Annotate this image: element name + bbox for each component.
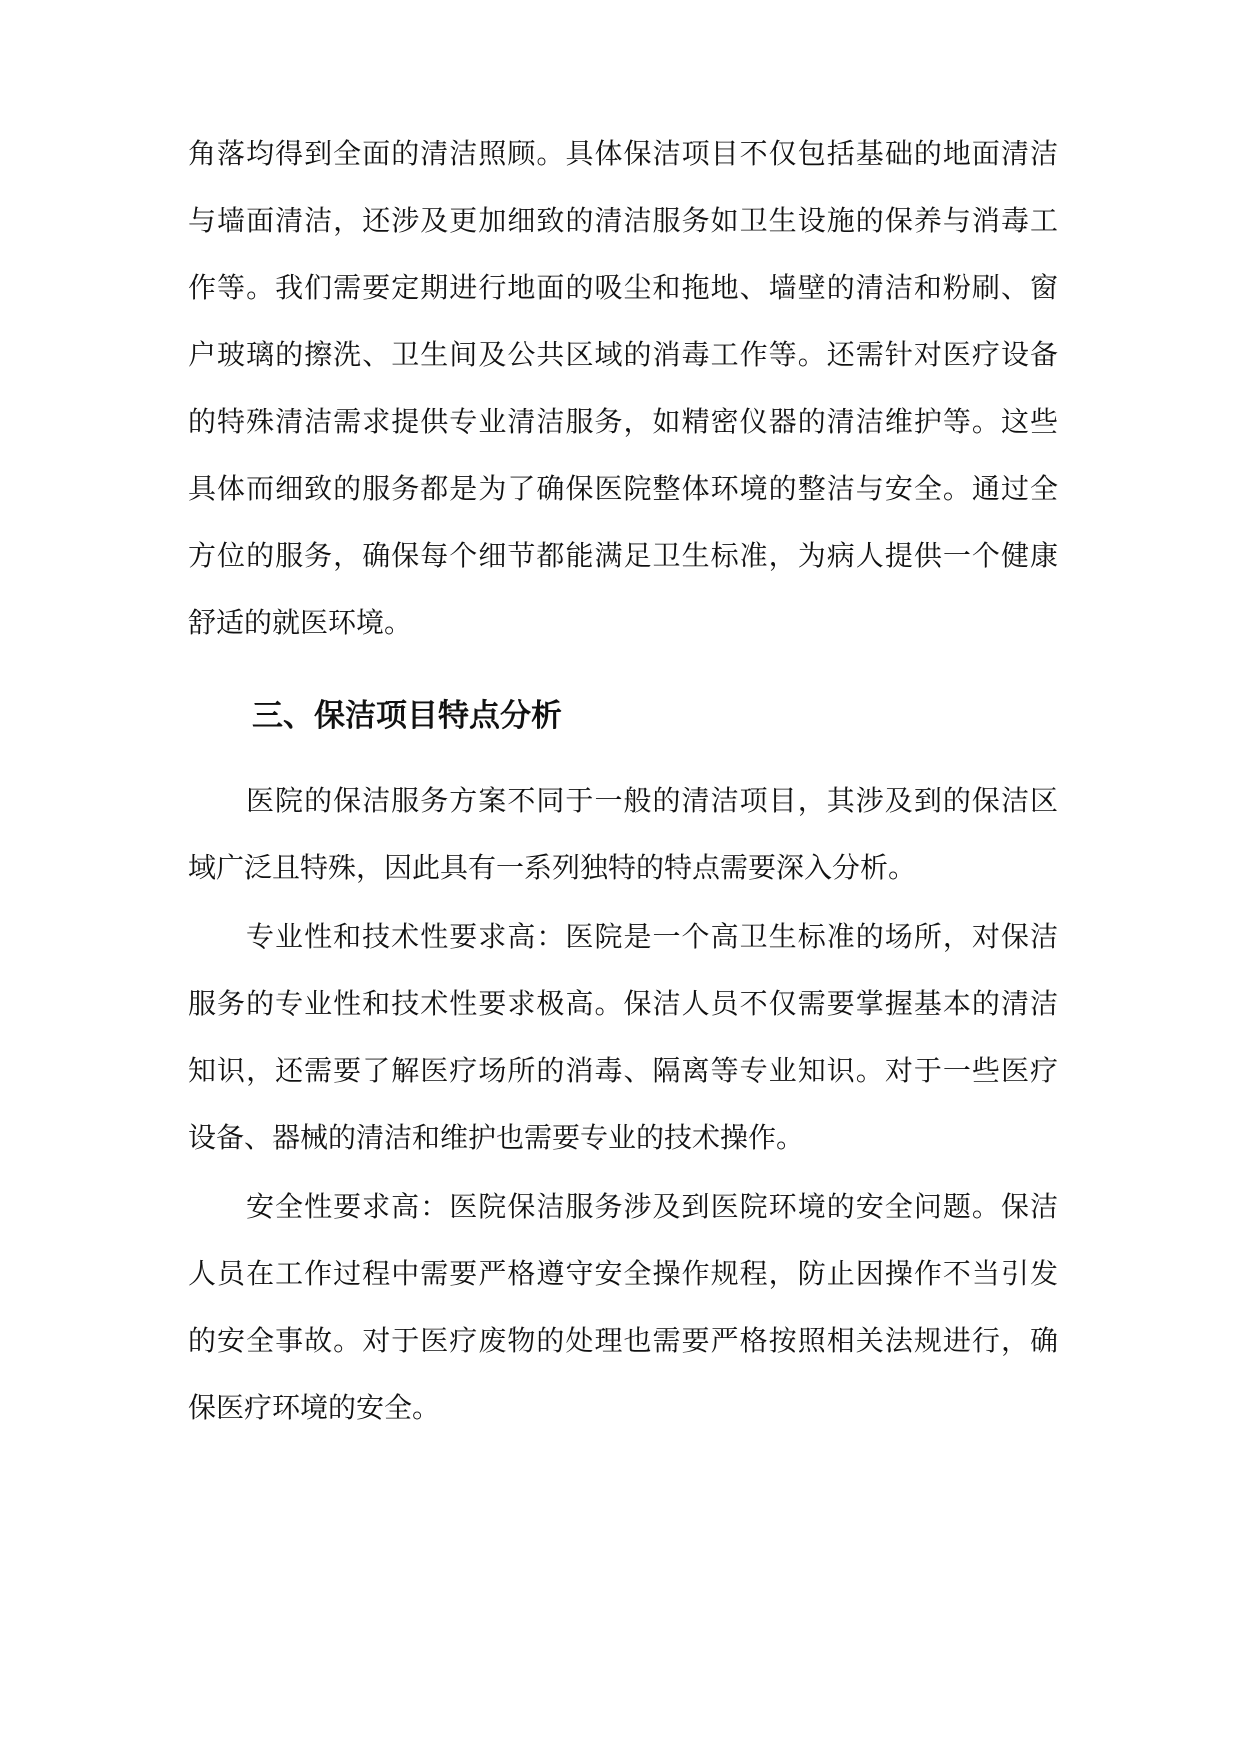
paragraph-line: 角落均得到全面的清洁照顾。具体保洁项目不仅包括基础的地面清洁 [188, 137, 1058, 170]
paragraph-line: 具体而细致的服务都是为了确保医院整体环境的整洁与安全。通过全 [188, 472, 1058, 505]
paragraph-line: 设备、器械的清洁和维护也需要专业的技术操作。 [188, 1121, 805, 1154]
paragraph-line: 知识，还需要了解医疗场所的消毒、隔离等专业知识。对于一些医疗 [188, 1054, 1058, 1087]
paragraph-line: 方位的服务，确保每个细节都能满足卫生标准，为病人提供一个健康 [188, 539, 1058, 572]
paragraph-line: 户玻璃的擦洗、卫生间及公共区域的消毒工作等。还需针对医疗设备 [188, 338, 1058, 371]
paragraph-line: 的安全事故。对于医疗废物的处理也需要严格按照相关法规进行，确 [188, 1324, 1058, 1357]
paragraph-line: 人员在工作过程中需要严格遵守安全操作规程，防止因操作不当引发 [188, 1257, 1058, 1290]
paragraph-line: 与墙面清洁，还涉及更加细致的清洁服务如卫生设施的保养与消毒工 [188, 204, 1058, 237]
paragraph-line: 的特殊清洁需求提供专业清洁服务，如精密仪器的清洁维护等。这些 [188, 405, 1058, 438]
paragraph-line: 专业性和技术性要求高：医院是一个高卫生标准的场所，对保洁 [246, 920, 1058, 953]
paragraph-line: 保医疗环境的安全。 [188, 1391, 441, 1424]
paragraph-line: 作等。我们需要定期进行地面的吸尘和拖地、墙壁的清洁和粉刷、窗 [188, 271, 1058, 304]
section-heading: 三、保洁项目特点分析 [252, 698, 562, 734]
paragraph-line: 服务的专业性和技术性要求极高。保洁人员不仅需要掌握基本的清洁 [188, 987, 1058, 1020]
paragraph-line: 安全性要求高：医院保洁服务涉及到医院环境的安全问题。保洁 [246, 1190, 1058, 1223]
paragraph-line: 舒适的就医环境。 [188, 606, 413, 639]
paragraph-line: 域广泛且特殊，因此具有一系列独特的特点需要深入分析。 [188, 851, 917, 884]
paragraph-line: 医院的保洁服务方案不同于一般的清洁项目，其涉及到的保洁区 [246, 784, 1058, 817]
